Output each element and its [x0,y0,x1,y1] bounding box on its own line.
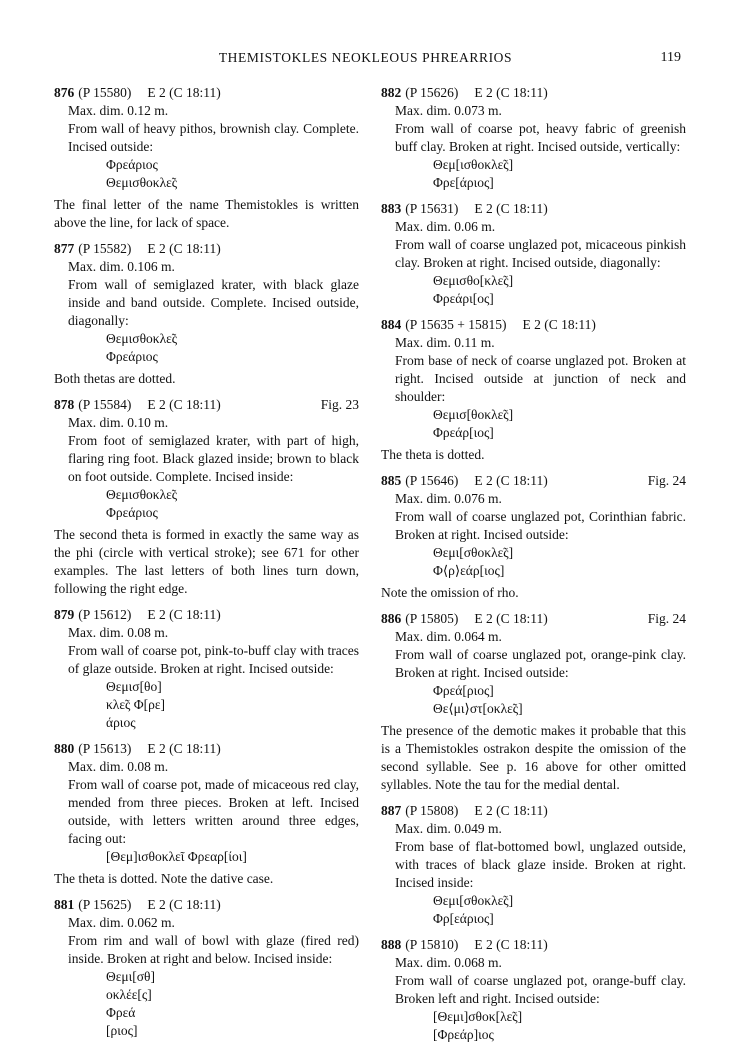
description: From wall of coarse pot, made of micaceous red clay, mended from three pieces. Broken at left. Incised outside, with letters written around three edges, facing out: [68,777,359,846]
description: From base of neck of coarse unglazed pot. Broken at right. Incised outside at junction of neck and shoulder: [395,353,686,404]
entry-body [381,334,686,406]
catalog-entry [381,316,686,464]
catalog-entry [54,740,359,888]
max-dimension: Max. dim. 0.12 m. [68,103,169,118]
catalog-entry [381,802,686,928]
max-dimension: Max. dim. 0.073 m. [395,103,502,118]
inventory-number: (P 15584) [78,397,132,412]
catalog-number: 887 [381,803,402,818]
inventory-number: (P 15580) [78,85,132,100]
catalog-entry [54,84,359,232]
max-dimension: Max. dim. 0.11 m. [395,335,495,350]
description: From wall of coarse pot, pink-to-buff clay with traces of glaze outside. Broken at right. Incised outside: [68,643,359,676]
commentary-note: Both thetas are dotted. [54,371,176,386]
inventory-number: (P 15582) [78,241,132,256]
catalog-entry [381,936,686,1044]
deposit-context: E 2 (C 18:11) [474,201,548,216]
entry-body [381,954,686,1008]
figure-reference: Fig. 24 [647,611,686,626]
max-dimension: Max. dim. 0.049 m. [395,821,502,836]
deposit-context: E 2 (C 18:11) [147,741,221,756]
inventory-number: (P 15625) [78,897,132,912]
inventory-number: (P 15631) [405,201,459,216]
inscription-line: οκλέε[ς] [106,987,152,1002]
catalog-number: 879 [54,607,75,622]
entry-body [54,624,359,678]
deposit-context: E 2 (C 18:11) [474,611,548,626]
catalog-entry [54,240,359,388]
deposit-context: E 2 (C 18:11) [147,397,221,412]
catalog-number: 881 [54,897,75,912]
entry-body [381,218,686,272]
description: From wall of heavy pithos, brownish clay. Complete. Incised outside: [68,121,359,154]
figure-reference: Fig. 23 [320,397,359,412]
entry-heading [381,200,686,218]
entry-body [54,914,359,968]
inventory-number: (P 15613) [78,741,132,756]
deposit-context: E 2 (C 18:11) [522,317,596,332]
catalog-number: 876 [54,85,75,100]
max-dimension: Max. dim. 0.08 m. [68,625,169,640]
max-dimension: Max. dim. 0.08 m. [68,759,169,774]
catalog-entry [381,200,686,308]
inscription-line: άριος [106,715,136,730]
entry-heading [54,84,359,102]
commentary-note: The presence of the demotic makes it probable that this is a Themistokles ostrakon despite the omission of the second syllable. See p. 16 above for other omitted syllables. Note the tau for the medial dental. [381,723,686,792]
description: From wall of coarse unglazed pot, micaceous pinkish clay. Broken at right. Incised outside, diagonally: [395,237,686,270]
deposit-context: E 2 (C 18:11) [474,803,548,818]
max-dimension: Max. dim. 0.06 m. [395,219,496,234]
left-column [54,84,359,1048]
max-dimension: Max. dim. 0.068 m. [395,955,502,970]
deposit-context: E 2 (C 18:11) [474,85,548,100]
catalog-entry [381,610,686,794]
entry-heading [381,472,686,490]
inscription-line: Φρεά [106,1005,136,1020]
inscription-line: Φρεά[ριος] [433,683,494,698]
commentary-note: The theta is dotted. [381,447,485,462]
inventory-number: (P 15626) [405,85,459,100]
catalog-entry [54,896,359,1040]
description: From rim and wall of bowl with glaze (fired red) inside. Broken at right and below. Incised inside: [68,933,359,966]
commentary-note: The final letter of the name Themistokles is written above the line, for lack of space. [54,197,359,230]
entry-body [54,102,359,156]
deposit-context: E 2 (C 18:11) [147,85,221,100]
inscription-line: [ριος] [106,1023,138,1038]
inscription-line: Φρεάριος [106,505,158,520]
inscription-line: Φ⟨ρ⟩εάρ[ιος] [433,563,505,578]
inscription-line: Φρεάρ[ιος] [433,425,494,440]
entry-heading [381,802,686,820]
page-number: 119 [660,50,681,65]
inscription-line: Φρε[άριος] [433,175,494,190]
inscription-line: [Θεμι]σθοκ[λε̃ς] [433,1009,523,1024]
max-dimension: Max. dim. 0.062 m. [68,915,175,930]
inscription-line: [Φρεάρ]ιος [433,1027,494,1042]
description: From wall of coarse unglazed pot, orange-pink clay. Broken at right. Incised outside: [395,647,686,680]
deposit-context: E 2 (C 18:11) [147,241,221,256]
inscription-line: Θεμισ[θοκλε̃ς] [433,407,514,422]
commentary-note: The theta is dotted. Note the dative case. [54,871,274,886]
entry-body [54,258,359,330]
deposit-context: E 2 (C 18:11) [147,897,221,912]
figure-reference: Fig. 24 [647,473,686,488]
inscription-line: Θε⟨μι⟩στ[οκλε̃ς] [433,701,523,716]
entry-heading [381,316,686,334]
commentary-note: Note the omission of rho. [381,585,519,600]
catalog-number: 883 [381,201,402,216]
catalog-number: 885 [381,473,402,488]
deposit-context: E 2 (C 18:11) [474,473,548,488]
entry-heading [381,610,686,628]
max-dimension: Max. dim. 0.076 m. [395,491,502,506]
right-column [381,84,686,1052]
inventory-number: (P 15646) [405,473,459,488]
inventory-number: (P 15808) [405,803,459,818]
entry-heading [54,240,359,258]
catalog-entry [54,396,359,598]
inscription-line: Φρεάριος [106,349,158,364]
inscription-line: Θεμισθοκλε̃ς [106,331,178,346]
catalog-number: 886 [381,611,402,626]
deposit-context: E 2 (C 18:11) [147,607,221,622]
inscription-line: Θεμι[σθοκλε̃ς] [433,893,514,908]
entry-body [381,820,686,892]
entry-heading [54,740,359,758]
catalog-number: 884 [381,317,402,332]
inscription-line: Φρεάρι[ος] [433,291,494,306]
inscription-line: Θεμισθο[κλε̃ς] [433,273,514,288]
entry-body [381,628,686,682]
max-dimension: Max. dim. 0.106 m. [68,259,175,274]
inscription-line: κλε̃ς Φ[ρε] [106,697,166,712]
inventory-number: (P 15810) [405,937,459,952]
inventory-number: (P 15612) [78,607,132,622]
inscription-line: Θεμισ[θο] [106,679,162,694]
entry-body [381,490,686,544]
catalog-number: 878 [54,397,75,412]
entry-body [54,414,359,486]
description: From foot of semiglazed krater, with part of high, flaring ring foot. Black glazed inside; brown to black on foot outside. Complete. Incised inside: [68,433,359,484]
catalog-number: 882 [381,85,402,100]
inscription-line: Θεμ[ισθοκλε̃ς] [433,157,514,172]
max-dimension: Max. dim. 0.064 m. [395,629,502,644]
catalog-number: 877 [54,241,75,256]
entry-body [54,758,359,848]
entry-heading [54,396,359,414]
entry-heading [54,606,359,624]
inscription-line: Θεμι[σθ] [106,969,156,984]
description: From wall of coarse pot, heavy fabric of greenish buff clay. Broken at right. Incised outside, vertically: [395,121,686,154]
inscription-line: [Θεμ]ισθοκλεῖ Φρεαρ[ίοι] [106,849,247,864]
catalog-entry [381,472,686,602]
inscription-line: Θεμισθοκλε̃ς [106,487,178,502]
description: From wall of coarse unglazed pot, Corinthian fabric. Broken at right. Incised outside: [395,509,686,542]
entry-heading [54,896,359,914]
inventory-number: (P 15635 + 15815) [405,317,507,332]
running-title: THEMISTOKLES NEOKLEOUS PHREARRIOS [218,50,513,65]
inscription-line: Θεμισθοκλε̃ς [106,175,178,190]
deposit-context: E 2 (C 18:11) [474,937,548,952]
catalog-entry [381,84,686,192]
entry-heading [381,936,686,954]
commentary-note: The second theta is formed in exactly the same way as the phi (circle with vertical stroke); see 671 for other examples. The last letters of both lines turn down, following the right edge. [54,527,359,596]
inscription-line: Θεμι[σθοκλε̃ς] [433,545,514,560]
max-dimension: Max. dim. 0.10 m. [68,415,169,430]
entry-body [381,102,686,156]
catalog-entry [54,606,359,732]
catalog-number: 880 [54,741,75,756]
description: From wall of semiglazed krater, with black glaze inside and band outside. Complete. Incised outside, diagonally: [68,277,359,328]
catalog-number: 888 [381,937,402,952]
description: From base of flat-bottomed bowl, unglazed outside, with traces of black glaze inside. Broken at right. Incised inside: [395,839,686,890]
entry-heading [381,84,686,102]
inventory-number: (P 15805) [405,611,459,626]
description: From wall of coarse unglazed pot, orange-buff clay. Broken left and right. Incised outside: [395,973,686,1006]
inscription-line: Φρεάριος [106,157,158,172]
page-header [0,50,731,70]
inscription-line: Φρ[εάριος] [433,911,494,926]
